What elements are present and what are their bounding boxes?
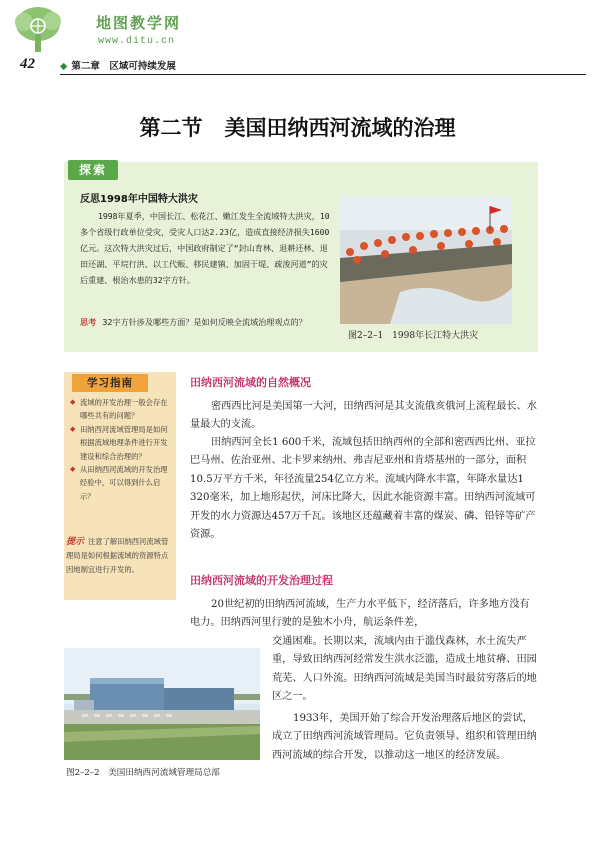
chapter-label: 第二章 区域可持续发展: [71, 61, 176, 72]
diamond-bullet-icon: ◆: [70, 398, 76, 406]
diamond-bullet-icon: ◆: [70, 424, 76, 433]
paragraph: 20世纪初的田纳西河流域，生产力水平低下，经济落后，许多地方没有电力。田纳西河里行驶的是独木小舟，航运条件差，: [190, 599, 530, 629]
paragraph: 交通困难。长期以来，流域内由于滥伐森林，水土流失严重，导致田纳西河经常发生洪水泛滥，造成土地贫瘠、田园荒芜、人口外流。田纳西河流域是美国当时最贫穷落后的地区之一。: [272, 636, 537, 703]
think-label: 思考: [80, 317, 97, 327]
paragraph: 田纳西河全长1 600千米，流域包括田纳西州的全部和密西西比州、亚拉巴马州、佐治亚州、北卡罗来纳州、弗吉尼亚州和肯塔基州的一部分，面积10.5万平方千米，年径流量254亿立方米。流域内降水丰富，年降水量达1 320毫米，加上地形起伏，河床比降大，因此水能资源丰富。田纳西河流域可开发的水力资源达457万千瓦。该地区还蕴藏着丰富的煤炭、磷、铅锌等矿产资源。: [190, 437, 536, 541]
flood-photo: [340, 196, 512, 324]
section-number: 第二节: [139, 115, 203, 140]
explore-heading: 反思1998年中国特大洪灾: [80, 194, 198, 205]
figure-caption-1: 图2–2–1 1998年长江特大洪灾: [348, 331, 479, 341]
site-url: www.ditu.cn: [98, 36, 176, 47]
page-number: 42: [20, 56, 35, 72]
section-title: 美国田纳西河流域的治理: [224, 115, 456, 140]
header-divider: [60, 74, 586, 75]
think-question: [80, 314, 330, 330]
section-heading-development: 田纳西河流域的开发治理过程: [190, 574, 333, 587]
explore-tab: 探索: [68, 160, 118, 180]
chapter-header: [60, 58, 176, 72]
guide-item: ◆ 流域的开发治理一般会存在哪些共有的问题？: [70, 398, 168, 421]
figure-caption-2: 图2–2–2 美国田纳西河流域管理局总部: [66, 768, 220, 778]
think-text: 32字方针涉及哪些方面？是如何反映全流域治理观点的？: [102, 317, 307, 327]
diamond-icon: ◆: [60, 61, 68, 72]
guide-hint: [66, 535, 172, 576]
guide-tab: 学习指南: [72, 374, 148, 392]
guide-item: ◆ 从田纳西河流域的开发治理经验中，可以得到什么启示？: [70, 465, 168, 501]
paragraph: 1933年，美国开始了综合开发治理落后地区的尝试，成立了田纳西河流域管理局。它负责领导、组织和管理田纳西河流域的综合开发，以推动这一地区的经济发展。: [272, 713, 537, 761]
site-logo: [12, 4, 64, 56]
guide-list: [66, 396, 172, 503]
site-name: 地图教学网: [96, 14, 182, 32]
explore-text: 1998年夏季，中国长江、松花江、嫩江发生全流域特大洪灾，10多个省级行政单位受灾，受灾人口达2.23亿，造成直接经济损失1600亿元。这次特大洪灾过后，中国政府制定了“封山育林、退耕还林、退田还湖、平垸行洪、以工代赈、移民建镇、加固干堤、疏浚河道”的灾后重建、根治水患的32字方针。: [80, 211, 330, 285]
tva-headquarters-photo: [64, 648, 260, 760]
section-heading-nature: 田纳西河流域的自然概况: [190, 376, 311, 389]
diamond-bullet-icon: ◆: [70, 465, 76, 474]
page-title: [0, 112, 595, 142]
hint-text: 注意了解田纳西河流域管理局是如何根据流域的资源特点因地制宜进行开发的。: [66, 537, 169, 574]
hint-label: 提示: [66, 537, 85, 547]
paragraph: 密西西比河是美国第一大河，田纳西河是其支流俄亥俄河上流程最长、水量最大的支流。: [190, 401, 537, 431]
guide-item: ◆ 田纳西河流域管理局是如何根据流域地理条件进行开发建设和综合治理的？: [70, 424, 168, 461]
